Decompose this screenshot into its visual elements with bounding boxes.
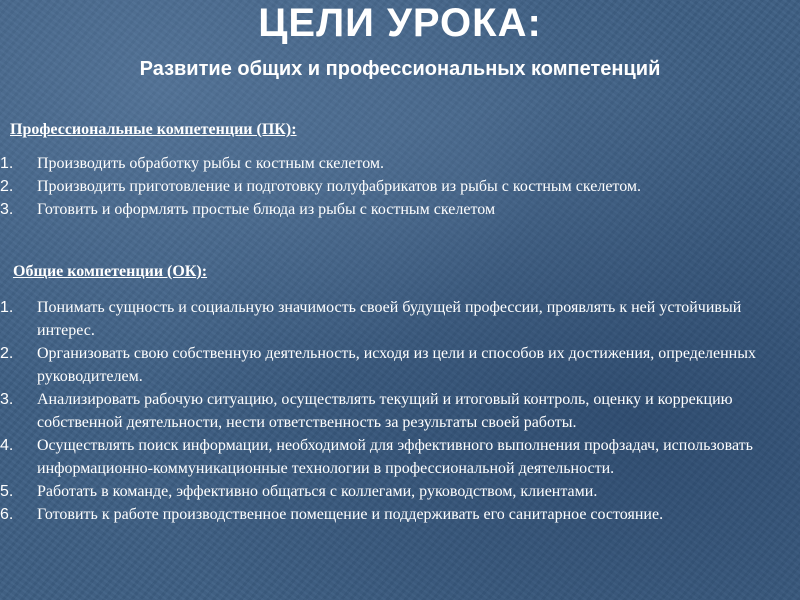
- list-item: [0, 175, 790, 198]
- list-item: [0, 434, 790, 480]
- list-item: [0, 342, 790, 388]
- list-item-number: 1.: [0, 155, 14, 172]
- list-item-text: Производить приготовление и подготовку полуфабрикатов из рыбы с костным скелетом.: [37, 178, 642, 195]
- list-item-text: Готовить к работе производственное помещение и поддерживать его санитарное состояние.: [37, 506, 664, 523]
- slide-subtitle: Развитие общих и профессиональных компетенций: [139, 58, 661, 80]
- list-item-number: 2.: [0, 178, 14, 195]
- slide-title: ЦЕЛИ УРОКА:: [258, 1, 542, 45]
- list-item-number: 3.: [0, 391, 14, 408]
- list-item: [0, 503, 790, 526]
- list-item-text: Работать в команде, эффективно общаться с коллегами, руководством, клиентами.: [37, 483, 598, 500]
- list-item-number: 2.: [0, 345, 14, 362]
- list-item-text: Производить обработку рыбы с костным скелетом.: [37, 155, 385, 172]
- list-item-number: 5.: [0, 483, 14, 500]
- list-item-text: Организовать свою собственную деятельность, исходя из цели и способов их достижения, определенных руководителем.: [37, 345, 756, 385]
- professional-competencies-list: [0, 152, 790, 221]
- list-item: [0, 480, 790, 503]
- list-item: [0, 152, 790, 175]
- list-item: [0, 296, 790, 342]
- general-competencies-list: [0, 296, 790, 526]
- list-item: [0, 198, 790, 221]
- list-item-number: 4.: [0, 437, 14, 454]
- professional-competencies-heading: Профессиональные компетенции (ПК):: [10, 121, 297, 138]
- list-item-text: Понимать сущность и социальную значимость своей будущей профессии, проявлять к ней устойчивый интерес.: [37, 299, 742, 339]
- list-item-number: 3.: [0, 201, 14, 218]
- list-item-text: Готовить и оформлять простые блюда из рыбы с костным скелетом: [37, 201, 496, 218]
- list-item: [0, 388, 790, 434]
- list-item-text: Осуществлять поиск информации, необходимой для эффективного выполнения профзадач, использовать информационно-коммуникационные технологии в профессиональной деятельности.: [37, 437, 753, 477]
- general-competencies-heading: Общие компетенции (ОК):: [13, 263, 208, 280]
- list-item-number: 1.: [0, 299, 14, 316]
- list-item-number: 6.: [0, 506, 14, 523]
- list-item-text: Анализировать рабочую ситуацию, осуществлять текущий и итоговый контроль, оценку и коррекцию собственной деятельности, нести ответственность за результаты своей работы.: [37, 391, 733, 431]
